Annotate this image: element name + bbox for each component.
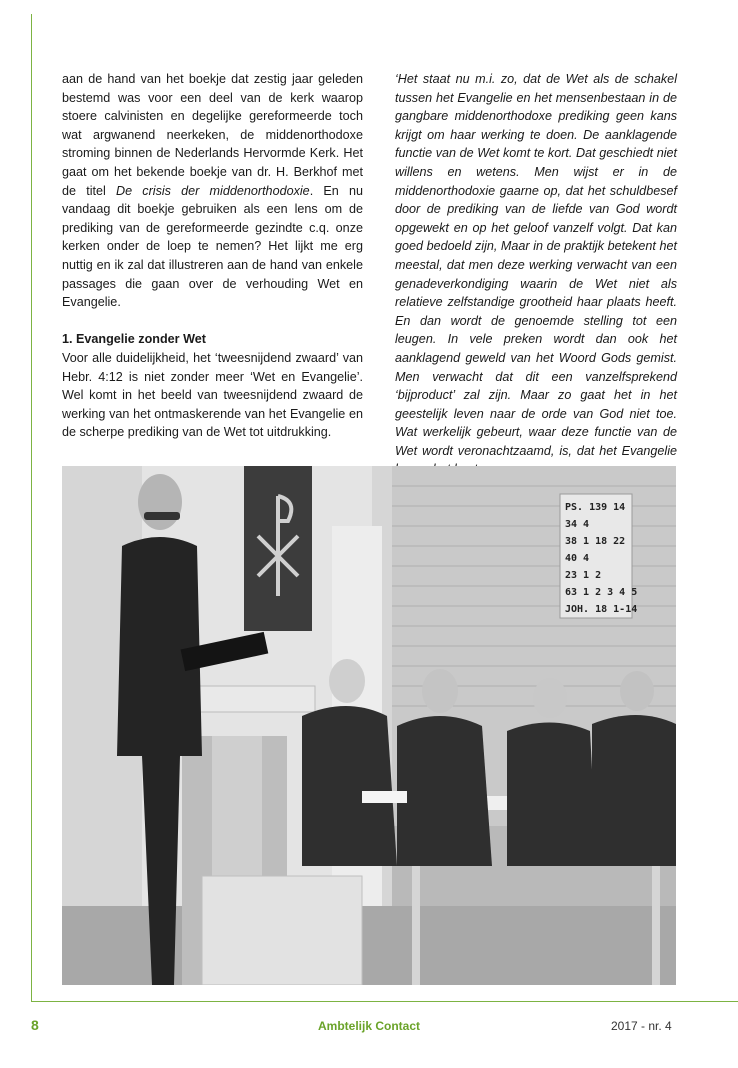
church-photo bbox=[62, 466, 676, 985]
left-paragraph-1 bbox=[62, 70, 363, 312]
page-frame-left bbox=[31, 14, 32, 1002]
page-frame-bottom bbox=[31, 1001, 738, 1002]
right-text-column bbox=[395, 70, 677, 479]
quote-paragraph: ‘Het staat nu m.i. zo, dat de Wet als de schakel tussen het Evangelie en het mensenbestaan in de gangbare middenorthodoxe prediking geen kans krijgt om haar werking te doen. De aanklagende functie van de Wet komt te kort. Dat geschiedt niet willens en wetens. Men wijst er in de middenorthodoxie gaarne op, dat het schuldbesef door de prediking van de liefde van God wordt opgewekt en op het geloof vanzelf volgt. Dat kan goed bedoeld zijn, Maar in de praktijk betekent het meestal, dat men deze werking verwacht van een genadeverkondiging waarin de Wet niet als relatieve zelfstandige grootheid haar plaats heeft. En dan wordt de genoemde stelling tot een leugen. In vele preken wordt dan ook het aanklagend geweld van het Woord Gods gemist. Men verwacht dat dit een vanzelfsprekend ‘bijproduct’ zal zijn. Maar zo gaat het in het geestelijk leven naar de orde van God niet toe. Wat werkelijk gebeurt, waar deze functie van de Wet wordt veronachtzaamd, is, dat het Evangelie bbox=[395, 72, 677, 458]
section-heading: 1. Evangelie zonder Wet bbox=[62, 332, 206, 347]
book-title: De crisis der middenorthodoxie bbox=[116, 183, 310, 198]
left-text-column bbox=[62, 70, 363, 442]
hymn-row-5: 23 1 2 bbox=[565, 570, 602, 581]
hymn-row-2: 34 4 bbox=[565, 519, 590, 530]
left-paragraph-2: Voor alle duidelijkheid, het ‘tweesnijdend zwaard’ van Hebr. 4:12 is niet zonder meer ‘Wet en Evangelie’. Wel komt in het beeld van tweesnijdend zwaard de werking van het ontmaskerende van het Evangelie en de scherpe prediking van de Wet tot uitdrukking. bbox=[62, 350, 363, 440]
para1-text-a: aan de hand van het boekje dat zestig jaar geleden bestemd was voor een deel van de kerk waarop stoere calvinisten en degelijke gereformeerde toch wat argwanend neerkeken, de middenorthodoxe stroming binnen de Nederlands Hervormde Kerk. Het gaat om het bekende boekje van dr. H. Berkhof met de titel bbox=[62, 72, 363, 198]
hymn-row-3: 38 1 18 22 bbox=[565, 536, 626, 547]
magazine-title: Ambtelijk Contact bbox=[317, 1019, 420, 1033]
page-number: 8 bbox=[31, 1017, 39, 1033]
hymn-row-1: PS. 139 14 bbox=[565, 502, 626, 513]
para1-text-b: . En nu vandaag dit boekje gebruiken als een lens om de prediking van de gereformeerde gezindte c.q. onze kerken onder de loep te nemen? Het lijkt me erg nuttig en ik zal dat illustreren aan de hand van enkele passages die gaan over de verhouding Wet en Evangelie. bbox=[62, 183, 363, 310]
issue-label: 2017 - nr. 4 bbox=[611, 1019, 672, 1033]
hymn-row-7: JOH. 18 1-14 bbox=[565, 604, 638, 615]
hymn-row-6: 63 1 2 3 4 5 bbox=[565, 587, 638, 598]
hymn-row-4: 40 4 bbox=[565, 553, 590, 564]
